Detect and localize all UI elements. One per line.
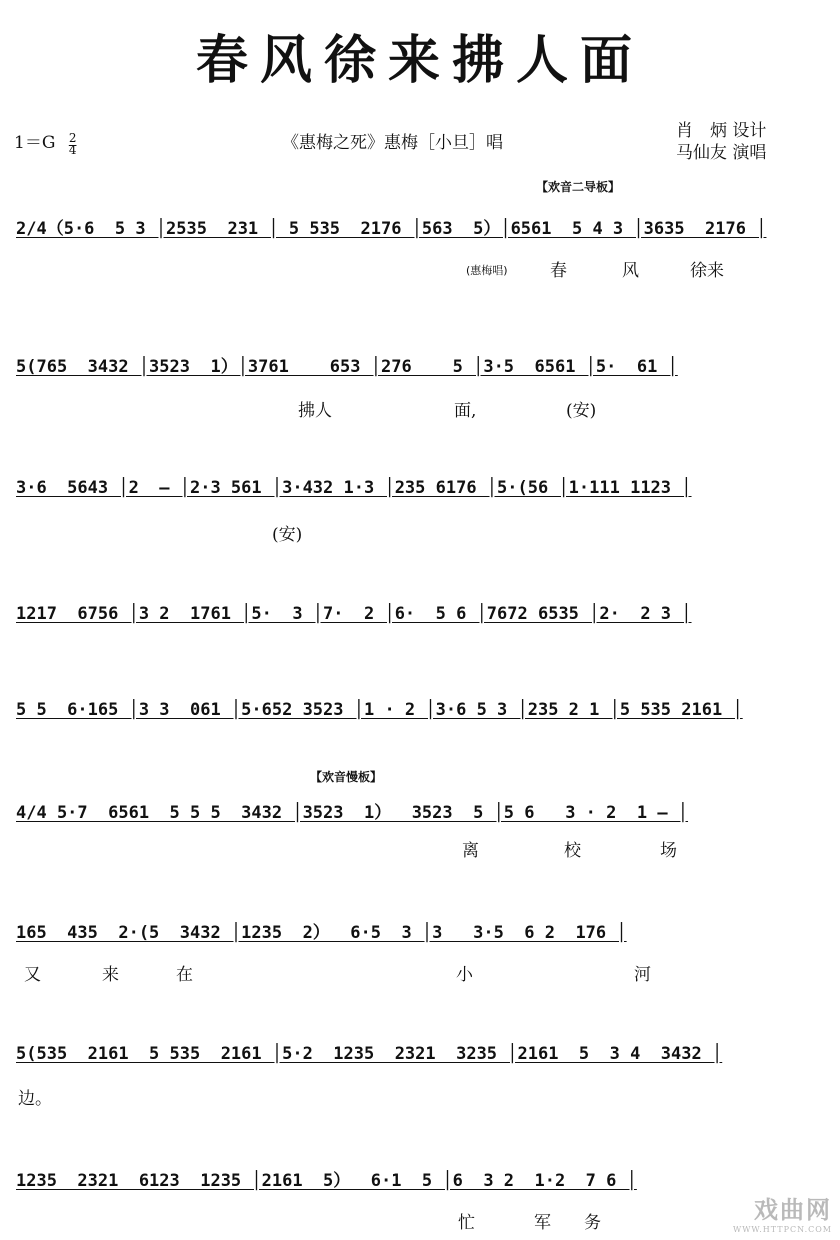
notation-line-2: 5(765 3432 │3523 1）│3761 653 │276 5 │3·5 6561 │5· 61 │ — [16, 357, 678, 377]
notation-line-6: 4/4 5·7 6561 5 5 5 3432 │3523 1） 3523 5 │5 6 3 · 2 1 — │ — [16, 803, 689, 823]
notation-line-4: 1217 6756 │3 2 1761 │5· 3 │7· 2 │6· 5 6 │7672 6535 │2· 2 3 │ — [16, 604, 692, 624]
key-label: 1＝G — [14, 133, 56, 153]
lyric: 又 — [24, 965, 41, 985]
lyric: (安) — [566, 401, 597, 421]
lyric: 在 — [176, 965, 193, 985]
watermark-url: WWW.HTTPCN.COM — [732, 1225, 832, 1234]
notation-line-3: 3·6 5643 │2 — │2·3 561 │3·432 1·3 │235 6176 │5·(56 │1·111 1123 │ — [16, 478, 692, 498]
lyric: 务 — [584, 1213, 601, 1233]
lyric: 场 — [660, 841, 677, 861]
credit-designer: 肖 炳 设计 — [676, 121, 767, 141]
lyric: 河 — [634, 965, 651, 985]
page-title: 春风徐来拂人面 — [195, 30, 644, 91]
key-signature — [14, 128, 76, 156]
site-watermark — [682, 1190, 832, 1234]
notation-line-7: 165 435 2·(5 3432 │1235 2） 6·5 3 │3 3·5 6 2 176 │ — [16, 923, 627, 943]
tempo-tag-manban: 【欢音慢板】 — [310, 770, 383, 784]
lyric: 风 — [622, 261, 639, 281]
notation-line-9: 1235 2321 6123 1235 │2161 5） 6·1 5 │6 3 2 1·2 7 6 │ — [16, 1171, 637, 1191]
notation-line-8: 5(535 2161 5 535 2161 │5·2 1235 2321 3235 │2161 5 3 4 3432 │ — [16, 1044, 723, 1064]
lyric: 来 — [102, 965, 119, 985]
lyric: 面, — [454, 401, 477, 421]
credits — [676, 120, 766, 164]
time-signature: $\frac{2}{4}$ — [68, 130, 77, 157]
opera-subtitle: 《惠梅之死》惠梅［小旦］唱 — [282, 133, 503, 153]
singer-label: (惠梅唱) — [466, 264, 508, 277]
lyric: 小 — [456, 965, 473, 985]
lyric: 忙 — [458, 1213, 475, 1233]
lyric: 春 — [550, 261, 567, 281]
lyric: 军 — [534, 1213, 551, 1233]
lyric: (安) — [272, 525, 303, 545]
lyric: 离 — [462, 841, 479, 861]
lyric: 拂人 — [298, 401, 332, 421]
credit-singer: 马仙友 演唱 — [676, 143, 767, 163]
watermark-logo: 戏曲网 — [754, 1195, 832, 1224]
notation-line-5: 5 5 6·165 │3 3 061 │5·652 3523 │1 · 2 │3·6 5 3 │235 2 1 │5 535 2161 │ — [16, 700, 743, 720]
lyric: 边。 — [18, 1089, 52, 1109]
notation-line-1: 2/4（5·6 5 3 │2535 231 │ 5 535 2176 │563 5）│6561 5 4 3 │3635 2176 │ — [16, 219, 767, 239]
tempo-tag-daoban: 【欢音二导板】 — [536, 180, 621, 194]
lyric: 徐来 — [690, 261, 724, 281]
lyric: 校 — [564, 841, 581, 861]
